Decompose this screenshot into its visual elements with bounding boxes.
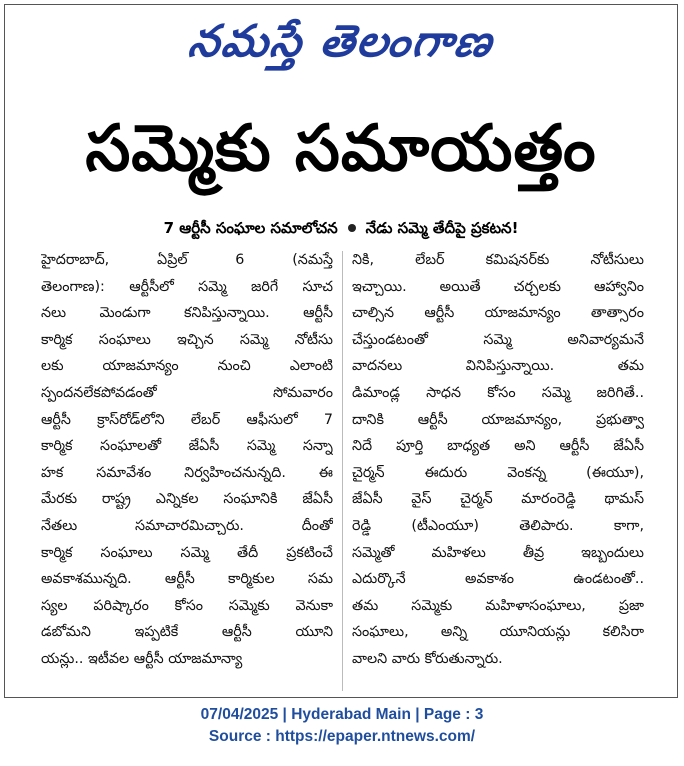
article-text-line: రెడ్డి (టీఎంయూ) తెలిపారు. కాగా, [352,517,644,534]
article-headline: సమ్మెకు సమాయత్తం [85,112,597,186]
article-text-line: ఆర్టీసీ క్రాస్‌రోడ్‌లోని లేబర్ ఆఫీసులో 7 [41,411,333,428]
article-text-line: కార్మిక సంఘాలతో జేఏసీ సమ్మె సన్నా [41,438,333,455]
newspaper-clipping [4,4,678,698]
article-text-line: డబోమని ఇప్పటికే ఆర్టీసీ యూని [41,624,333,641]
article-text-line: దానికి ఆర్టీసీ యాజమాన్యం, ప్రభుత్వా [352,411,644,428]
article-text-line: స్యల పరిష్కారం కోసం సమ్మెకు వెనుకా [41,597,333,614]
article-column-left [41,247,333,673]
article-text-line: ఎదుర్కొనే అవకాశం ఉండటంతో.. [352,571,644,588]
source-url[interactable]: Source : https://epaper.ntnews.com/ [208,728,476,745]
article-text-line: హక సమావేశం నిర్వహించనున్నది. ఈ [41,464,333,481]
column-divider [342,251,343,691]
article-text-line: అవకాశమున్నది. ఆర్టీసీ కార్మికుల సమ [41,571,333,588]
article-text-line: నిదే పూర్తి బాధ్యత అని ఆర్టీసీ జేఏసీ [352,438,644,455]
article-text-line: నలు మెండుగా కనిపిస్తున్నాయి. ఆర్టీసీ [41,305,333,322]
article-text-line: సమ్మెతో మహిళలు తీవ్ర ఇబ్బందులు [352,544,644,561]
article-text-line: మేరకు రాష్ట్ర ఎన్నికల సంఘానికి జేఏసీ [41,491,333,508]
article-text-line: కార్మిక సంఘాలు ఇచ్చిన సమ్మె నోటీసు [41,331,333,348]
article-text-line: నికి, లేబర్ కమిషనర్‌కు నోటీసులు [352,252,644,268]
article-text-line: డిమాండ్ల సాధన కోసం సమ్మె జరిగితే.. [352,384,644,401]
article-subheading [5,215,677,241]
article-text-line: సంఘాలు, అన్ని యూనియన్లు కలిసిరా [352,624,644,641]
article-text-line: యన్లు.. ఇటీవల ఆర్టీసీ యాజమాన్యా [41,650,243,667]
article-text-line: స్పందనలేకపోవడంతో సోమవారం [41,384,333,401]
subheading-right: నేడు సమ్మె తేదీపై ప్రకటన! [365,219,519,237]
article-text-line: కార్మిక సంఘాలు సమ్మె తేదీ ప్రకటించే [41,544,333,561]
article-text-line: వాదనలు వినిపిస్తున్నాయి. తమ [352,358,644,375]
article-text-line: హైదరాబాద్, ఏప్రిల్ 6 (నమస్తే [41,252,333,268]
article-text-line: జేఏసీ వైస్ చైర్మన్ మారంరెడ్డి థామస్ [352,491,644,508]
article-text-line: చైర్మన్ ఈదురు వెంకన్న (ఈయూ), [352,464,644,481]
article-text-line: లకు యాజమాన్యం నుంచి ఎలాంటి [41,358,333,375]
article-text-line: చాల్సిన ఆర్టీసీ యాజమాన్యం తాత్సారం [352,305,644,322]
newspaper-masthead: నమస్తే తెలంగాణ [185,16,497,67]
bullet-icon [348,224,356,232]
source-footer [0,704,684,748]
edition-info: 07/04/2025 | Hyderabad Main | Page : 3 [200,706,484,723]
article-text-line: ఇచ్చాయి. అయితే చర్చలకు ఆహ్వానిం [352,278,644,295]
article-text-line: తమ సమ్మెకు మహిళాసంఘాలు, ప్రజా [352,597,644,614]
article-text-line: చేస్తుండటంతో సమ్మె అనివార్యమనే [352,331,644,348]
article-text-line: వాలని వారు కోరుతున్నారు. [352,650,503,667]
article-column-right [352,247,644,673]
subheading-left: 7 ఆర్టీసీ సంఘాల సమాలోచన [163,219,338,237]
article-text-line: తెలంగాణ): ఆర్టీసీలో సమ్మె జరిగే సూచ [41,278,333,295]
article-text-line: నేతలు సమాచారమిచ్చారు. దీంతో [41,517,333,534]
